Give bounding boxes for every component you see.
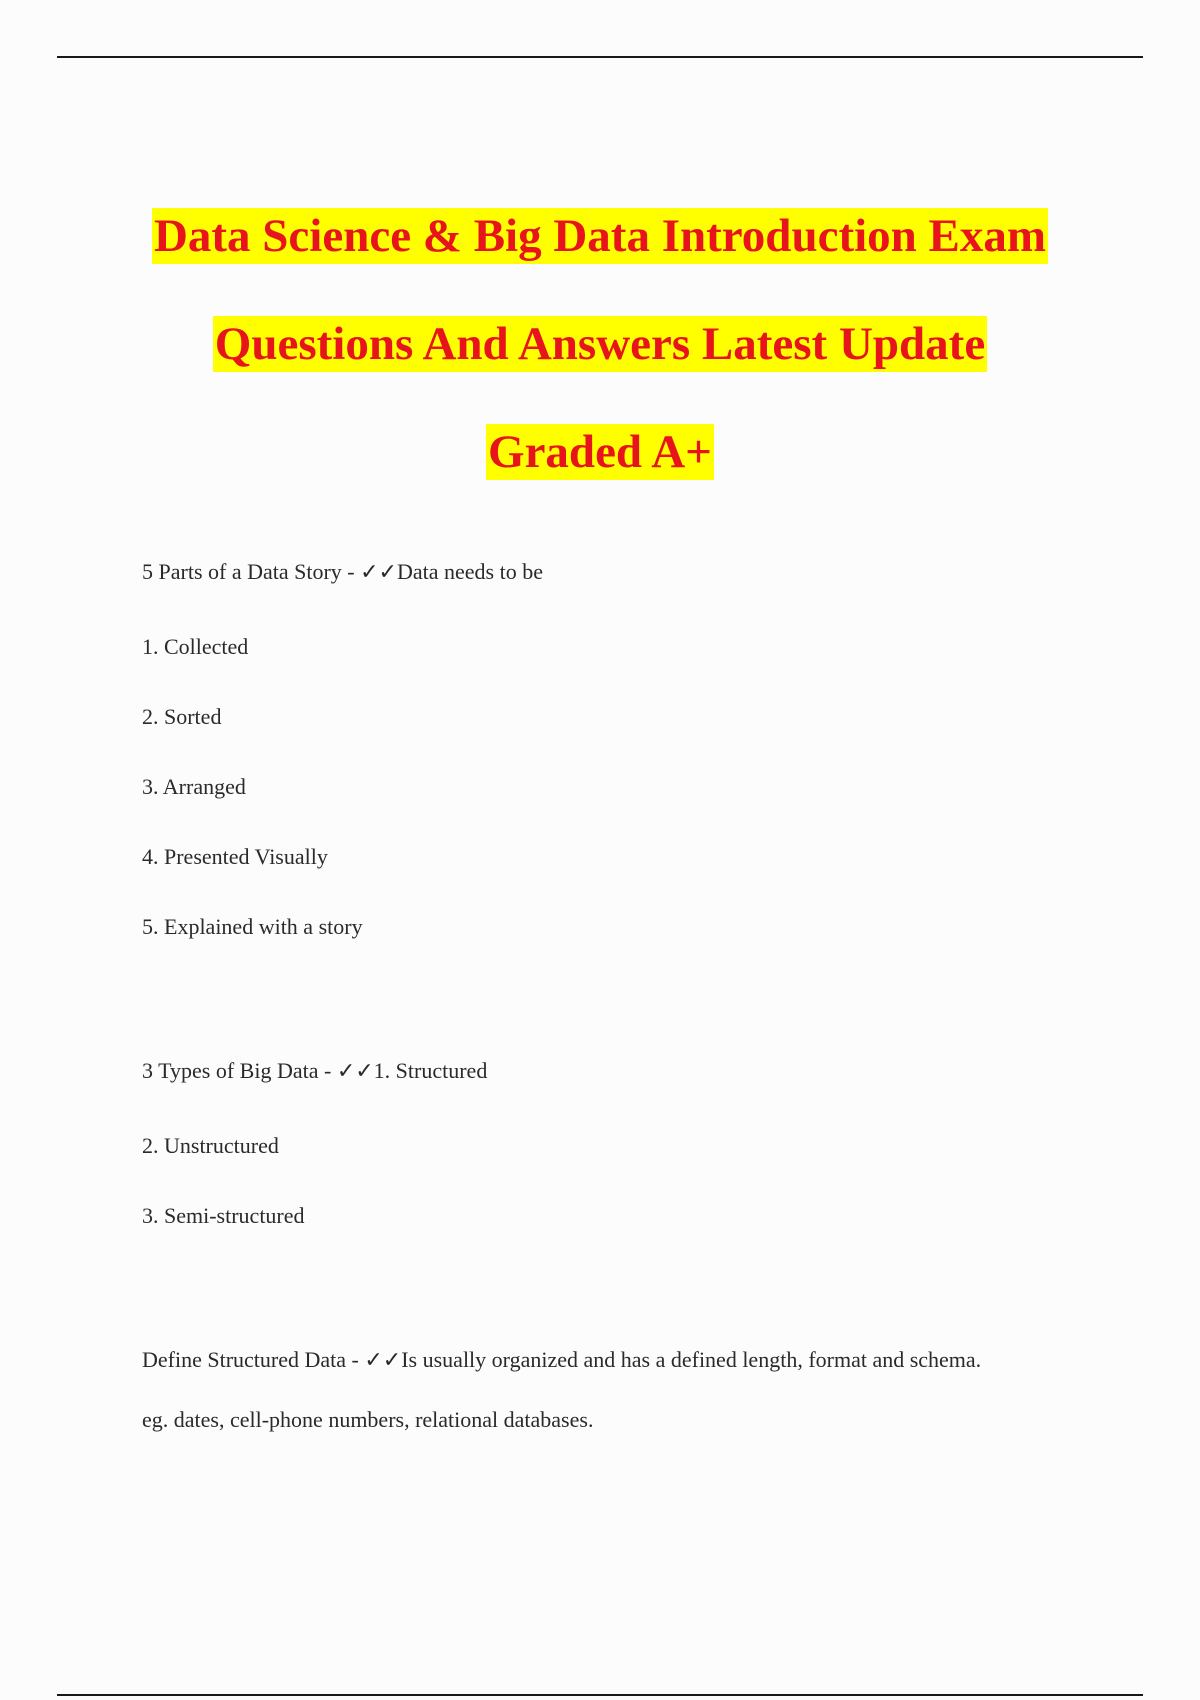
document-title — [0, 208, 1200, 532]
title-line-3: Graded A+ — [488, 426, 712, 478]
qa-2-answer: ✓✓1. Structured — [336, 1058, 488, 1083]
qa-3-question: Define Structured Data - — [142, 1347, 365, 1372]
qa-2-line — [142, 1058, 487, 1084]
qa-2-item-2: 3. Semi-structured — [142, 1203, 305, 1228]
qa-1-item-1: 1. Collected — [142, 634, 249, 659]
title-line-2: Questions And Answers Latest Update — [214, 318, 986, 370]
qa-1-question: 5 Parts of a Data Story - — [142, 559, 361, 584]
qa-2-item-1: 2. Unstructured — [142, 1133, 279, 1158]
qa-1-line — [142, 559, 543, 585]
bottom-rule — [57, 1694, 1143, 1696]
title-line-1: Data Science & Big Data Introduction Exam — [153, 210, 1047, 262]
qa-1-answer: ✓✓Data needs to be — [360, 559, 543, 584]
qa-3-item-1: eg. dates, cell-phone numbers, relational databases. — [142, 1407, 594, 1432]
qa-2-question: 3 Types of Big Data - — [142, 1058, 337, 1083]
qa-1-item-4: 4. Presented Visually — [142, 844, 328, 869]
qa-3-line — [142, 1347, 981, 1373]
qa-1-item-2: 2. Sorted — [142, 704, 222, 729]
qa-1-item-5: 5. Explained with a story — [142, 914, 363, 939]
top-rule — [57, 56, 1143, 58]
qa-1-item-3: 3. Arranged — [142, 774, 246, 799]
qa-3-answer: ✓✓Is usually organized and has a defined length, format and schema. — [364, 1347, 982, 1372]
